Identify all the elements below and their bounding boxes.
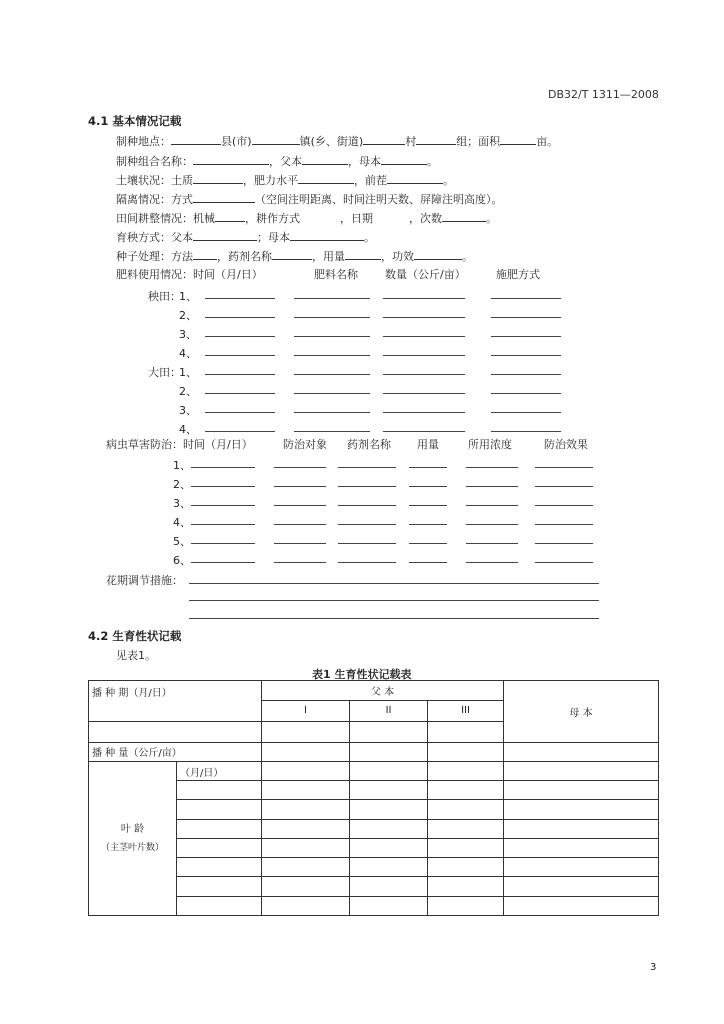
pest-blank-line (535, 467, 593, 468)
pest-blank-line (191, 524, 255, 525)
growth-traits-table (88, 680, 659, 916)
cell-blank (504, 742, 659, 761)
fert-field-num-4: 4、 (179, 423, 197, 436)
pest-blank-line (535, 524, 593, 525)
pest-blank-line (466, 524, 518, 525)
cell-blank (177, 838, 262, 857)
cell-blank (428, 800, 504, 819)
cell-blank (504, 781, 659, 800)
cell-blank (428, 721, 504, 742)
cell-blank (428, 838, 504, 857)
fert-seedbed-num-4: 4、 (179, 347, 197, 360)
fertilizer-blank-line (383, 374, 465, 375)
cell-blank (350, 896, 428, 915)
cell-blank (350, 819, 428, 838)
cell-blank (262, 781, 350, 800)
cell-blank (504, 800, 659, 819)
leaf-age-label: 叶 龄 (120, 823, 145, 835)
cell-sow-amount: 播 种 量（公斤/亩） (89, 742, 262, 761)
page-number: 3 (650, 962, 657, 973)
pest-blank-line (338, 467, 396, 468)
cell-blank (428, 896, 504, 915)
pest-target-header: 防治对象 (283, 438, 327, 451)
fertilizer-blank-line (491, 317, 561, 318)
row-location: 制种地点： 县(市) 镇(乡、街道) 村 组；面积 亩。 (116, 135, 559, 148)
cell-blank (504, 877, 659, 896)
cell-blank (504, 858, 659, 877)
flowering-line-2 (189, 600, 599, 601)
pest-num-2: 2、 (173, 478, 191, 491)
fertilizer-blank-line (205, 431, 275, 432)
cell-blank (262, 877, 350, 896)
pest-blank-line (535, 486, 593, 487)
fert-field-num-2: 2、 (179, 385, 197, 398)
fert-field-num-3: 3、 (179, 404, 197, 417)
fertilizer-blank-line (383, 336, 465, 337)
pest-blank-line (274, 505, 326, 506)
cell-blank (428, 877, 504, 896)
cell-col-ii: II (350, 701, 428, 721)
pest-blank-line (535, 543, 593, 544)
cell-blank (350, 877, 428, 896)
fertilizer-blank-line (294, 336, 370, 337)
pest-blank-line (274, 543, 326, 544)
fertilizer-amount-header: 数量（公斤/亩） (385, 268, 466, 281)
pest-blank-line (466, 543, 518, 544)
fertilizer-blank-line (383, 298, 465, 299)
pest-blank-line (535, 562, 593, 563)
fertilizer-blank-line (294, 393, 370, 394)
flowering-line-1 (189, 583, 599, 584)
pest-blank-line (274, 524, 326, 525)
pest-blank-line (274, 467, 326, 468)
pest-num-5: 5、 (173, 535, 191, 548)
pest-blank-line (338, 505, 396, 506)
cell-col-iii: III (428, 701, 504, 721)
fertilizer-blank-line (294, 431, 370, 432)
pest-blank-line (409, 505, 447, 506)
see-table-text: 见表1。 (116, 649, 156, 662)
cell-blank (350, 742, 428, 761)
cell-blank (350, 800, 428, 819)
fertilizer-blank-line (205, 317, 275, 318)
row-isolation: 隔离情况：方式 （空间注明距离、时间注明天数、屏障注明高度）。 (116, 193, 503, 206)
pest-effect-header: 防治效果 (544, 438, 588, 451)
cell-blank (428, 742, 504, 761)
pest-blank-line (466, 486, 518, 487)
fertilizer-blank-line (491, 431, 561, 432)
fertilizer-blank-line (294, 298, 370, 299)
cell-blank (177, 781, 262, 800)
fert-seedbed-num-2: 2、 (179, 309, 197, 322)
doc-code: DB32/T 1311—2008 (548, 88, 659, 101)
cell-blank (262, 819, 350, 838)
pest-agent-header: 药剂名称 (347, 438, 391, 451)
fertilizer-blank-line (491, 412, 561, 413)
pest-blank-line (274, 562, 326, 563)
row-combination: 制种组合名称： ，父本 ，母本 。 (116, 155, 438, 168)
cell-blank (262, 762, 350, 781)
cell-mother: 母 本 (504, 681, 659, 743)
cell-blank (350, 721, 428, 742)
cell-blank (262, 896, 350, 915)
cell-blank (428, 781, 504, 800)
pest-blank-line (409, 467, 447, 468)
pest-blank-line (338, 524, 396, 525)
row-seed-treatment: 种子处理：方法 ，药剂名称 ，用量 ，功效 。 (116, 250, 473, 263)
table-title: 表1 生育性状记载表 (312, 668, 412, 681)
cell-blank (350, 838, 428, 857)
pest-blank-line (409, 486, 447, 487)
pest-num-6: 6、 (173, 554, 191, 567)
fertilizer-name-header: 肥料名称 (314, 268, 358, 281)
fert-seedbed-num-3: 3、 (179, 328, 197, 341)
pest-num-1: 1、 (173, 459, 191, 472)
row-nursery: 育秧方式：父本 ；母本 。 (116, 231, 375, 244)
fertilizer-blank-line (294, 412, 370, 413)
cell-blank (428, 819, 504, 838)
fertilizer-blank-line (205, 298, 275, 299)
pest-blank-line (191, 505, 255, 506)
fert-seedbed-num-1: 1、 (179, 290, 197, 303)
fertilizer-blank-line (383, 412, 465, 413)
cell-blank (177, 896, 262, 915)
pest-blank-line (535, 505, 593, 506)
cell-sow-date-blank (89, 721, 262, 742)
cell-blank (262, 838, 350, 857)
cell-sow-date: 播 种 期（月/日） (89, 681, 262, 722)
pest-dose-header: 用量 (417, 438, 439, 451)
pest-label: 病虫草害防治：时间（月/日） (106, 438, 253, 451)
pest-blank-line (338, 562, 396, 563)
cell-blank (177, 877, 262, 896)
cell-blank (177, 800, 262, 819)
pest-blank-line (466, 467, 518, 468)
flowering-label: 花期调节措施： (106, 574, 183, 587)
pest-blank-line (191, 543, 255, 544)
cell-blank (262, 800, 350, 819)
fertilizer-blank-line (383, 355, 465, 356)
cell-blank (177, 858, 262, 877)
field-label: 大田： (148, 366, 181, 379)
pest-blank-line (409, 524, 447, 525)
cell-blank (262, 742, 350, 761)
section-4-2-title: 4.2 生育性状记载 (88, 629, 182, 643)
cell-blank (262, 721, 350, 742)
pest-blank-line (191, 486, 255, 487)
fertilizer-blank-line (491, 355, 561, 356)
fertilizer-method-header: 施肥方式 (496, 268, 540, 281)
flowering-line-3 (189, 618, 599, 619)
cell-blank (504, 762, 659, 781)
pest-blank-line (191, 562, 255, 563)
fertilizer-blank-line (294, 317, 370, 318)
cell-blank (504, 896, 659, 915)
fertilizer-blank-line (205, 355, 275, 356)
fertilizer-blank-line (294, 355, 370, 356)
cell-blank (504, 819, 659, 838)
seedbed-label: 秧田： (148, 290, 181, 303)
cell-blank (350, 858, 428, 877)
pest-blank-line (409, 562, 447, 563)
fertilizer-blank-line (205, 412, 275, 413)
fertilizer-blank-line (383, 317, 465, 318)
fertilizer-blank-line (205, 374, 275, 375)
fert-field-num-1: 1、 (179, 366, 197, 379)
fertilizer-blank-line (383, 431, 465, 432)
pest-blank-line (191, 467, 255, 468)
cell-date-unit: （月/日） (177, 762, 262, 781)
pest-num-4: 4、 (173, 516, 191, 529)
pest-blank-line (338, 486, 396, 487)
cell-blank (177, 819, 262, 838)
cell-blank (350, 781, 428, 800)
fertilizer-blank-line (491, 393, 561, 394)
fertilizer-blank-line (205, 336, 275, 337)
row-soil: 土壤状况：土质 ，肥力水平 ，前茬 。 (116, 174, 454, 187)
fertilizer-blank-line (491, 374, 561, 375)
pest-blank-line (274, 486, 326, 487)
pest-num-3: 3、 (173, 497, 191, 510)
pest-conc-header: 所用浓度 (468, 438, 512, 451)
cell-col-i: I (262, 701, 350, 721)
fertilizer-blank-line (205, 393, 275, 394)
cell-leaf-age (89, 762, 177, 916)
cell-blank (350, 762, 428, 781)
section-4-1-title: 4.1 基本情况记载 (88, 114, 182, 128)
pest-blank-line (338, 543, 396, 544)
fertilizer-blank-line (491, 336, 561, 337)
pest-blank-line (466, 505, 518, 506)
cell-blank (428, 858, 504, 877)
cell-blank (504, 838, 659, 857)
fertilizer-blank-line (294, 374, 370, 375)
cell-blank (428, 762, 504, 781)
cell-father: 父 本 (262, 681, 504, 701)
fertilizer-blank-line (383, 393, 465, 394)
fertilizer-label: 肥料使用情况：时间（月/日） (116, 268, 263, 281)
pest-blank-line (466, 562, 518, 563)
fertilizer-blank-line (491, 298, 561, 299)
leaf-age-sub: （主茎叶片数） (100, 842, 164, 853)
cell-blank (262, 858, 350, 877)
row-tillage: 田间耕整情况：机械 ，耕作方式 ，日期 ，次数 。 (116, 212, 497, 225)
pest-blank-line (409, 543, 447, 544)
